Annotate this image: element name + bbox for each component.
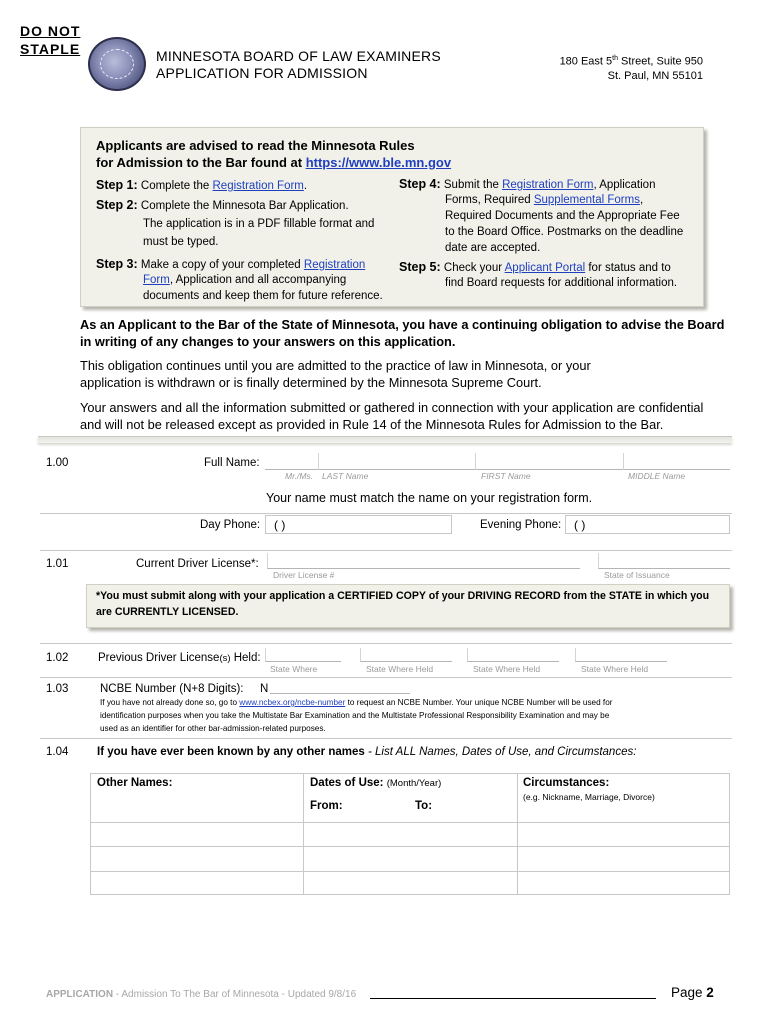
state-of-issuance-hint: State of Issuance: [604, 570, 670, 580]
row-divider: [40, 643, 732, 644]
confidential-line-2: and will not be released except as provided in Rule 14 of the Minnesota Rules for Admission to the Bar.: [80, 417, 664, 432]
registration-form-link-4[interactable]: Registration Form: [502, 179, 594, 191]
obligation-line-2: in writing of any changes to your answers on this application.: [80, 334, 456, 349]
state-where-held-hint-1: State Where Held: [366, 664, 434, 674]
instructions-heading-2: for Admission to the Bar found at https://www.ble.mn.gov: [96, 155, 452, 170]
state-of-issuance-field[interactable]: [598, 553, 730, 569]
other-names-header: Other Names:: [97, 777, 173, 789]
evening-phone-label: Evening Phone:: [480, 519, 562, 531]
question-number-1-04: 1.04: [46, 746, 69, 758]
ncbe-prefix: N: [260, 683, 269, 695]
previous-license-field-3[interactable]: [467, 648, 559, 662]
step-5-line-2: find Board requests for additional information.: [445, 277, 678, 289]
other-name-field-3[interactable]: [91, 871, 302, 894]
continues-line-1: This obligation continues until you are admitted to the practice of law in Minnesota, or your: [80, 358, 591, 373]
state-seal-icon: [88, 37, 146, 91]
driving-record-note-line-1: *You must submit along with your application a CERTIFIED COPY of your DRIVING RECORD from the STATE in which you: [96, 590, 710, 602]
question-number-1-02: 1.02: [46, 652, 69, 664]
step-3-line-3: documents and keep them for future reference.: [143, 290, 383, 302]
section-divider: [38, 436, 732, 443]
step-1: Step 1: Complete the Registration Form.: [96, 178, 308, 192]
previous-license-label: Previous Driver License(s) Held:: [98, 652, 261, 664]
dates-of-use-header: Dates of Use: (Month/Year): [310, 777, 442, 789]
question-number-1-03: 1.03: [46, 683, 69, 695]
evening-phone-field[interactable]: ( ): [565, 515, 730, 534]
ncbe-note-line-3: used as an identifier for other bar-admission-related purposes.: [100, 724, 326, 733]
ncbe-note-line-2: identification purposes when you take the Multistate Bar Examination and the Multistate Professional Responsibility Examination and may be: [100, 711, 610, 720]
row-divider: [40, 550, 732, 551]
ncbe-number-link[interactable]: www.ncbex.org/ncbe-number: [239, 698, 346, 707]
registration-form-link-1[interactable]: Registration Form: [212, 180, 304, 192]
previous-license-field-1[interactable]: [265, 648, 341, 662]
circumstances-header: Circumstances:: [523, 777, 610, 789]
full-name-field[interactable]: [265, 453, 730, 470]
step-2: Step 2: Complete the Minnesota Bar Application.: [96, 198, 349, 212]
instructions-heading-1: Applicants are advised to read the Minnesota Rules: [96, 138, 415, 153]
other-name-field-2[interactable]: [91, 846, 302, 869]
row-divider: [40, 513, 732, 514]
footer-text: APPLICATION - Admission To The Bar of Minnesota - Updated 9/8/16: [46, 989, 357, 1000]
from-label: From:: [310, 800, 343, 812]
first-name-hint: FIRST Name: [481, 471, 531, 481]
board-title: MINNESOTA BOARD OF LAW EXAMINERS: [156, 48, 441, 64]
obligation-line-1: As an Applicant to the Bar of the State of Minnesota, you have a continuing obligation to advise the Board: [80, 317, 725, 332]
ncbe-number-label: NCBE Number (N+8 Digits):: [100, 683, 244, 695]
ble-website-link[interactable]: https://www.ble.mn.gov: [305, 155, 452, 170]
step-4-line-3: Required Documents and the Appropriate Fee: [445, 210, 680, 222]
staple-text: STAPLE: [20, 41, 81, 57]
state-where-hint: State Where: [270, 664, 318, 674]
state-where-held-hint-2: State Where Held: [473, 664, 541, 674]
step-3: Step 3: Make a copy of your completed Registration: [96, 257, 366, 271]
do-not-staple-notice: [20, 22, 80, 58]
page-number: Page 2: [671, 985, 714, 1000]
confidential-line-1: Your answers and all the information submitted or gathered in connection with your application are confidential: [80, 400, 704, 415]
application-title: APPLICATION FOR ADMISSION: [156, 65, 368, 81]
signature-line: [370, 998, 656, 999]
previous-license-field-4[interactable]: [575, 648, 667, 662]
address: [520, 52, 703, 83]
registration-form-link-2[interactable]: Registration: [303, 259, 366, 271]
step-3-line-2: Form, Application and all accompanying: [143, 274, 347, 286]
other-names-question: If you have ever been known by any other names - List ALL Names, Dates of Use, and Circumstances:: [97, 746, 637, 758]
question-number-1-00: 1.00: [46, 457, 69, 469]
driver-license-hint: Driver License #: [273, 570, 335, 580]
continues-line-2: application is withdrawn or is finally determined by the Minnesota Supreme Court.: [80, 375, 542, 390]
step-2-line-2: The application is in a PDF fillable format and: [143, 218, 375, 230]
address-line-1: 180 East 5th Street, Suite 950: [559, 55, 703, 68]
do-not-text: DO NOT: [20, 23, 81, 39]
previous-license-field-2[interactable]: [360, 648, 452, 662]
last-name-hint: LAST Name: [322, 471, 369, 481]
step-4: Step 4: Submit the Registration Form, Application: [399, 177, 656, 191]
driving-record-note-line-2: are CURRENTLY LICENSED.: [96, 606, 239, 618]
day-phone-field[interactable]: ( ): [265, 515, 452, 534]
row-divider: [40, 738, 732, 739]
title-hint: Mr./Ms.: [285, 471, 314, 481]
middle-name-hint: MIDDLE Name: [628, 471, 686, 481]
day-phone-label: Day Phone:: [200, 519, 261, 531]
ncbe-number-field[interactable]: [270, 681, 410, 694]
full-name-label: Full Name:: [204, 457, 260, 469]
name-match-note: Your name must match the name on your registration form.: [266, 491, 593, 505]
row-divider: [40, 677, 732, 678]
address-line-2: St. Paul, MN 55101: [607, 69, 703, 82]
step-5: Step 5: Check your Applicant Portal for status and to: [399, 260, 671, 274]
applicant-portal-link[interactable]: Applicant Portal: [504, 262, 586, 274]
driver-license-field[interactable]: [267, 553, 580, 569]
supplemental-forms-link[interactable]: Supplemental Forms: [533, 194, 640, 206]
driver-license-label: Current Driver License*:: [136, 558, 259, 570]
other-name-field-1[interactable]: [91, 822, 302, 845]
step-4-line-2: Forms, Required Supplemental Forms,: [445, 194, 644, 206]
state-where-held-hint-3: State Where Held: [581, 664, 649, 674]
step-2-line-3: must be typed.: [143, 236, 219, 248]
registration-form-link-3[interactable]: Form: [143, 274, 170, 286]
step-4-line-5: date are accepted.: [445, 242, 541, 254]
step-4-line-4: to the Board Office. Postmarks on the deadline: [445, 226, 684, 238]
question-number-1-01: 1.01: [46, 558, 69, 570]
circumstances-example: (e.g. Nickname, Marriage, Divorce): [523, 792, 655, 802]
to-label: To:: [415, 800, 433, 812]
ncbe-note-line-1: If you have not already done so, go to www.ncbex.org/ncbe-number to request an NCBE Number. Your unique NCBE Number will be used for: [100, 698, 613, 707]
